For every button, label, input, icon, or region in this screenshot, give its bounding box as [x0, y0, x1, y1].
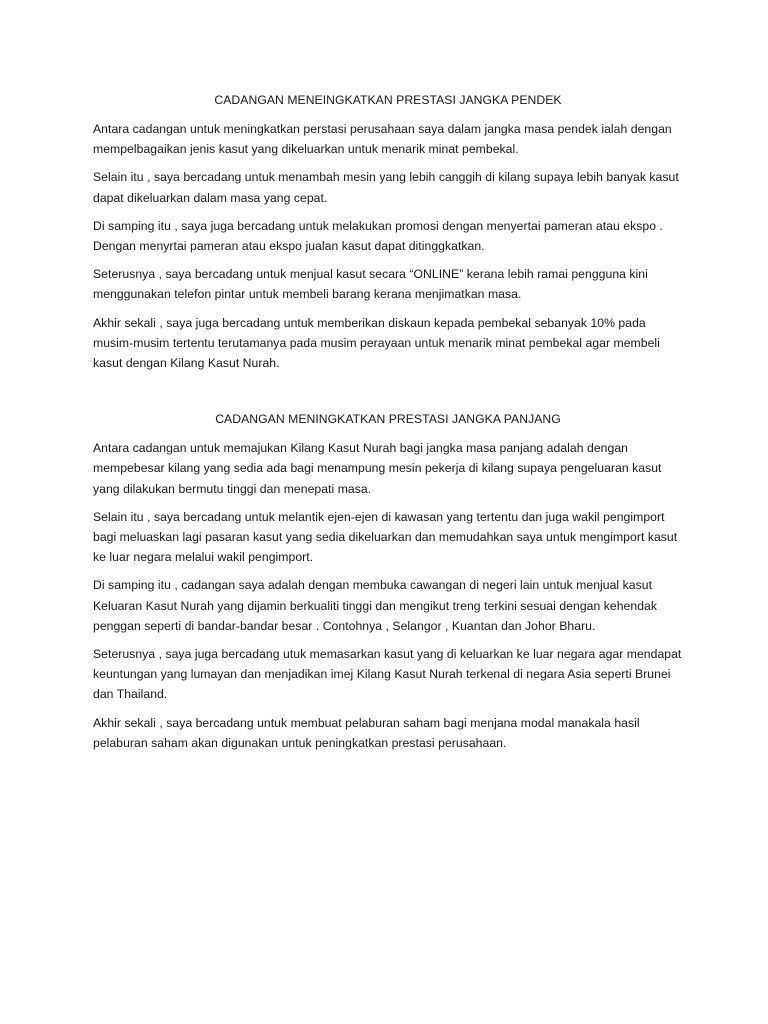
paragraph: Selain itu , saya bercadang untuk melantik ejen-ejen di kawasan yang tertentu dan juga wakil pengimport bagi meluaskan lagi pasaran kasut yang sedia dikeluarkan dan memudahkan saya untuk mengimport kasut ke luar negara melalui wakil pengimport.: [93, 509, 678, 565]
paragraph: Akhir sekali , saya juga bercadang untuk memberikan diskaun kepada pembekal sebanyak 10% pada musim-musim tertentu terutamanya pada musim perayaan untuk menarik minat pembekal agar membeli kasut dengan Kilang Kasut Nurah.: [93, 315, 660, 371]
paragraph: Di samping itu , cadangan saya adalah dengan membuka cawangan di negeri lain untuk menjual kasut Keluaran Kasut Nurah yang dijamin berkualiti tinggi dan mengikut treng terkini sesuai dengan kehendak penggan seperti di bandar-bandar besar . Contohnya , Selangor , Kuantan dan Johor Bharu.: [93, 578, 657, 633]
section-spacer: [93, 381, 683, 411]
section-short-term: [93, 92, 683, 373]
paragraph: Seterusnya , saya juga bercadang utuk memasarkan kasut yang di keluarkan ke luar negara agar mendapat keuntungan yang lumayan dan menjadikan imej Kilang Kasut Nurah terkenal di negara Asia seperti Brunei dan Thailand.: [93, 647, 682, 702]
section-title-short-term: CADANGAN MENEINGKATKAN PRESTASI JANGKA PENDEK: [214, 93, 562, 107]
document-body: [93, 92, 683, 761]
paragraph: Selain itu , saya bercadang untuk menambah mesin yang lebih canggih di kilang supaya lebih banyak kasut dapat dikeluarkan dalam masa yang cepat.: [93, 170, 679, 205]
paragraph: Antara cadangan untuk meningkatkan perstasi perusahaan saya dalam jangka masa pendek ialah dengan mempelbagaikan jenis kasut yang dikeluarkan untuk menarik minat pembekal.: [93, 122, 672, 157]
paragraph: Di samping itu , saya juga bercadang untuk melakukan promosi dengan menyertai pameran atau ekspo . Dengan menyrtai pameran atau ekspo jualan kasut dapat ditinggkatkan.: [93, 218, 663, 254]
paragraph: Seterusnya , saya bercadang untuk menjual kasut secara “ONLINE” kerana lebih ramai pengguna kini menggunakan telefon pintar untuk membeli barang kerana menjimatkan masa.: [93, 267, 648, 302]
paragraph: Antara cadangan untuk memajukan Kilang Kasut Nurah bagi jangka masa panjang adalah dengan mempebesar kilang yang sedia ada bagi menampung mesin pekerja di kilang supaya pengeluaran kasut yang dilakukan bermutu tinggi dan menepati masa.: [93, 441, 662, 496]
paragraph: Akhir sekali , saya bercadang untuk membuat pelaburan saham bagi menjana modal manakala hasil pelaburan saham akan digunakan untuk peningkatkan prestasi perusahaan.: [93, 715, 640, 750]
section-title-long-term: CADANGAN MENINGKATKAN PRESTASI JANGKA PANJANG: [215, 412, 561, 427]
section-long-term: [93, 411, 683, 753]
